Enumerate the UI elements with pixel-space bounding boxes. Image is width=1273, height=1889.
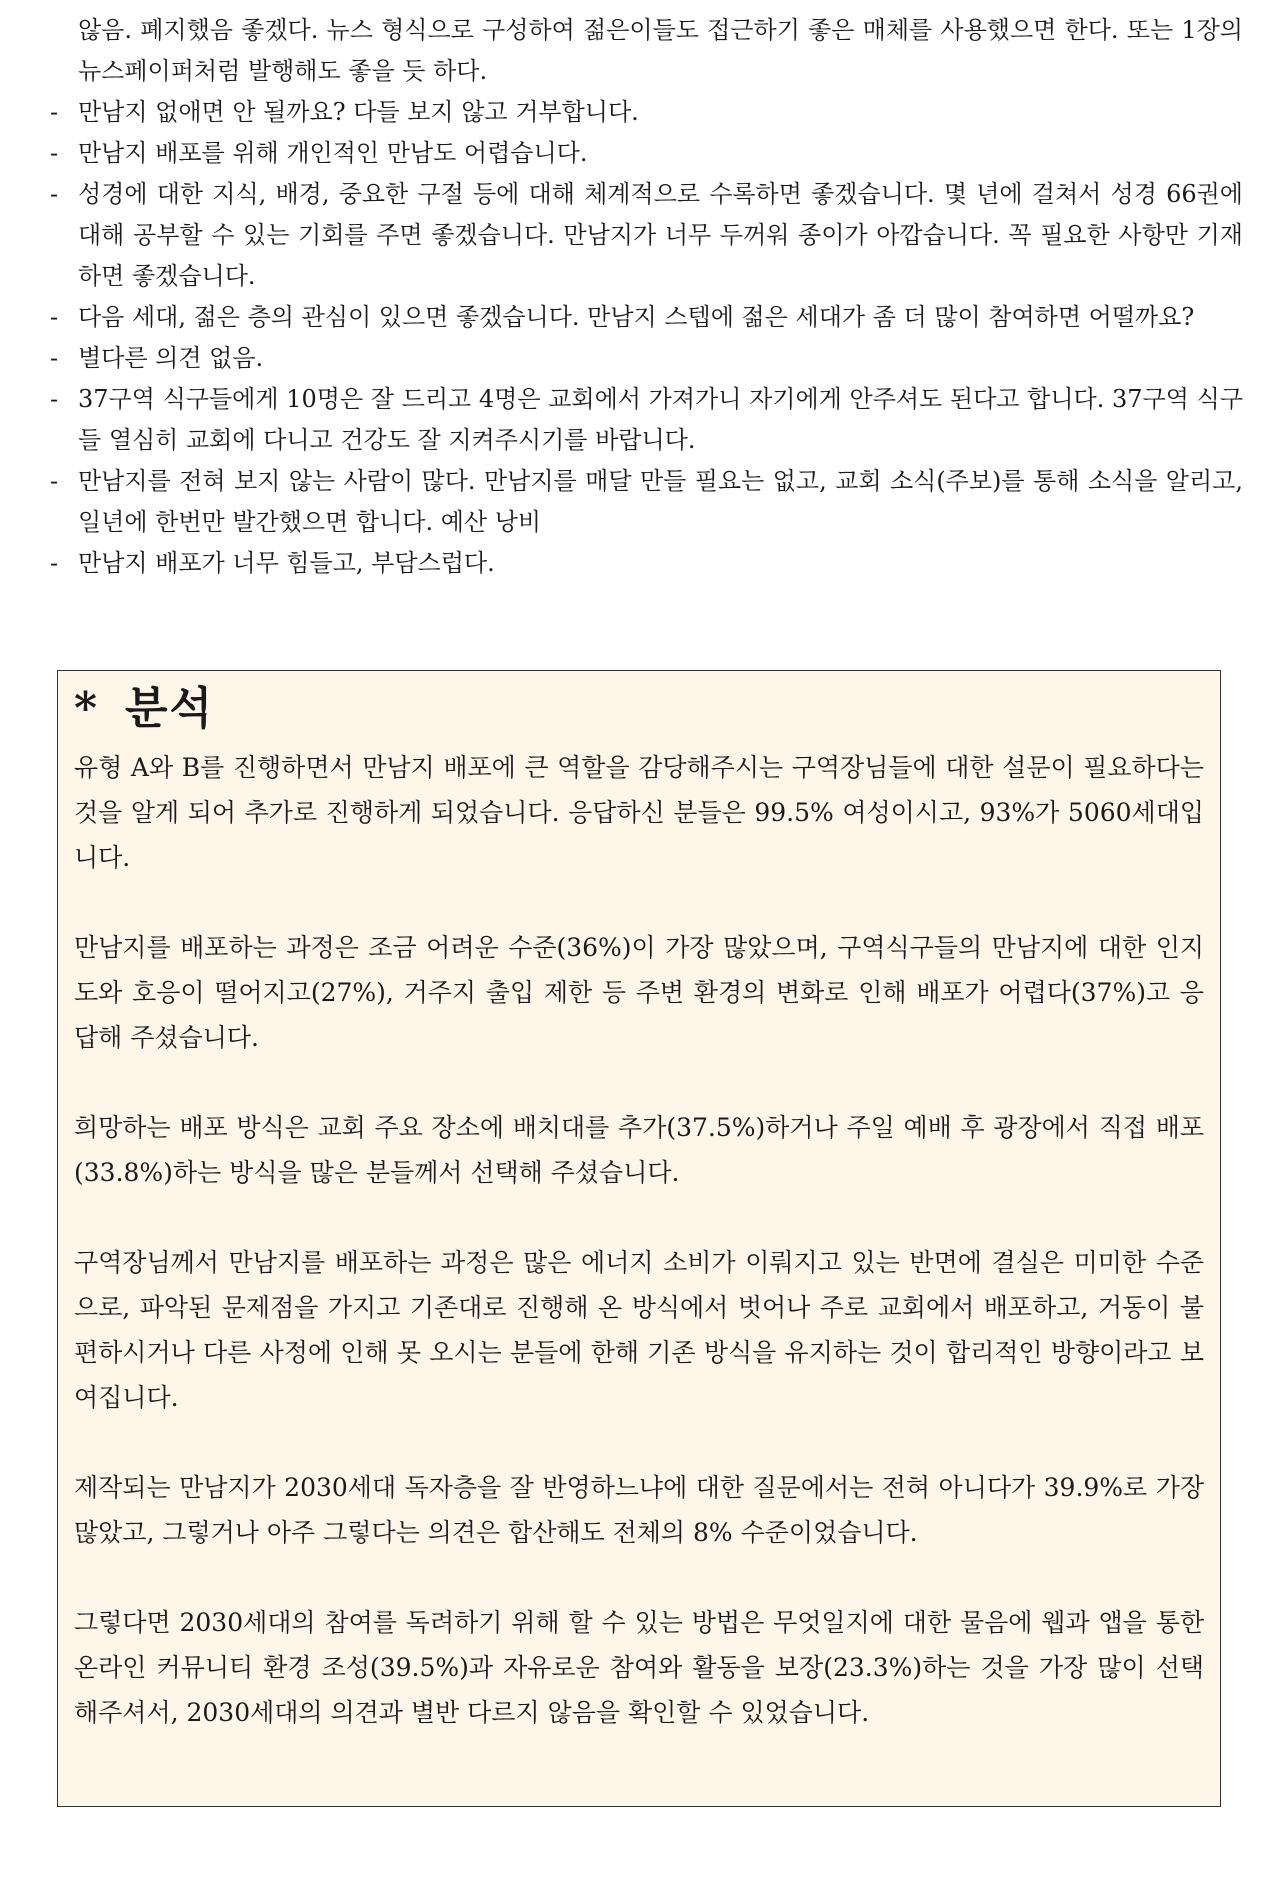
comment-text: 만남지 없애면 안 될까요? 다들 보지 않고 거부합니다. xyxy=(78,98,639,126)
analysis-paragraph: 희망하는 배포 방식은 교회 주요 장소에 배치대를 추가(37.5%)하거나 주일 예배 후 광장에서 직접 배포(33.8%)하는 방식을 많은 분들께서 선택해 주셨습니다. xyxy=(74,1113,1204,1187)
comment-item xyxy=(50,92,1243,133)
list-dash: - xyxy=(50,385,59,413)
comment-item xyxy=(50,543,1243,584)
intro-continuation-text: 않음. 폐지했음 좋겠다. 뉴스 형식으로 구성하여 젊은이들도 접근하기 좋은 매체를 사용했으면 한다. 또는 1장의 뉴스페이퍼처럼 발행해도 좋을 듯 하다. xyxy=(78,16,1243,85)
analysis-paragraph: 제작되는 만남지가 2030세대 독자층을 잘 반영하느냐에 대한 질문에서는 전혀 아니다가 39.9%로 가장 많았고, 그렇거나 아주 그렇다는 의견은 합산해도 전체의 8% 수준이었습니다. xyxy=(74,1473,1204,1547)
list-dash: - xyxy=(50,98,59,126)
comment-item xyxy=(50,338,1243,379)
analysis-paragraph: 유형 A와 B를 진행하면서 만남지 배포에 큰 역할을 감당해주시는 구역장님들에 대한 설문이 필요하다는 것을 알게 되어 추가로 진행하게 되었습니다. 응답하신 분들은 99.5% 여성이시고, 93%가 5060세대입니다. xyxy=(74,753,1204,872)
comment-text: 만남지 배포가 너무 힘들고, 부담스럽다. xyxy=(78,549,495,577)
asterisk-marker: * xyxy=(74,683,100,734)
comment-item xyxy=(50,379,1243,461)
analysis-paragraph: 그렇다면 2030세대의 참여를 독려하기 위해 할 수 있는 방법은 무엇일지에 대한 물음에 웹과 앱을 통한 온라인 커뮤니티 환경 조성(39.5%)과 자유로운 참여와 활동을 보장(23.3%)하는 것을 가장 많이 선택해주셔서, 2030세대의 의견과 별반 다르지 않음을 확인할 수 있었습니다. xyxy=(74,1608,1204,1727)
comment-text: 37구역 식구들에게 10명은 잘 드리고 4명은 교회에서 가져가니 자기에게 안주셔도 된다고 합니다. 37구역 식구들 열심히 교회에 다니고 건강도 잘 지켜주시기를 바랍니다. xyxy=(78,385,1243,454)
analysis-box xyxy=(57,670,1221,1807)
list-dash: - xyxy=(50,303,59,331)
comment-item xyxy=(50,461,1243,543)
comment-item xyxy=(50,297,1243,338)
comment-text: 만남지 배포를 위해 개인적인 만남도 어렵습니다. xyxy=(78,139,588,167)
list-dash: - xyxy=(50,549,59,577)
survey-comment-list xyxy=(50,92,1243,584)
list-dash: - xyxy=(50,467,59,495)
analysis-heading xyxy=(74,679,1204,739)
comment-text: 별다른 의견 없음. xyxy=(78,344,264,372)
comment-item xyxy=(50,133,1243,174)
list-dash: - xyxy=(50,139,59,167)
comment-text: 다음 세대, 젊은 층의 관심이 있으면 좋겠습니다. 만남지 스텝에 젊은 세대가 좀 더 많이 참여하면 어떨까요? xyxy=(78,303,1195,331)
analysis-title-text: 분석 xyxy=(125,683,215,734)
analysis-paragraph: 구역장님께서 만남지를 배포하는 과정은 많은 에너지 소비가 이뤄지고 있는 반면에 결실은 미미한 수준으로, 파악된 문제점을 가지고 기존대로 진행해 온 방식에서 벗어나 주로 교회에서 배포하고, 거동이 불편하시거나 다른 사정에 인해 못 오시는 분들에 한해 기존 방식을 유지하는 것이 합리적인 방향이라고 보여집니다. xyxy=(74,1248,1204,1412)
list-dash: - xyxy=(50,180,59,208)
analysis-paragraph: 만남지를 배포하는 과정은 조금 어려운 수준(36%)이 가장 많았으며, 구역식구들의 만남지에 대한 인지도와 호응이 떨어지고(27%), 거주지 출입 제한 등 주변 환경의 변화로 인해 배포가 어렵다(37%)고 응답해 주셨습니다. xyxy=(74,933,1204,1052)
list-dash: - xyxy=(50,344,59,372)
comment-text: 만남지를 전혀 보지 않는 사람이 많다. 만남지를 매달 만들 필요는 없고, 교회 소식(주보)를 통해 소식을 알리고, 일년에 한번만 발간했으면 합니다. 예산 낭비 xyxy=(78,467,1243,536)
comment-text: 성경에 대한 지식, 배경, 중요한 구절 등에 대해 체계적으로 수록하면 좋겠습니다. 몇 년에 걸쳐서 성경 66권에 대해 공부할 수 있는 기회를 주면 좋겠습니다. 만남지가 너무 두꺼워 종이가 아깝습니다. 꼭 필요한 사항만 기재하면 좋겠습니다. xyxy=(78,180,1243,290)
comment-item xyxy=(50,174,1243,297)
